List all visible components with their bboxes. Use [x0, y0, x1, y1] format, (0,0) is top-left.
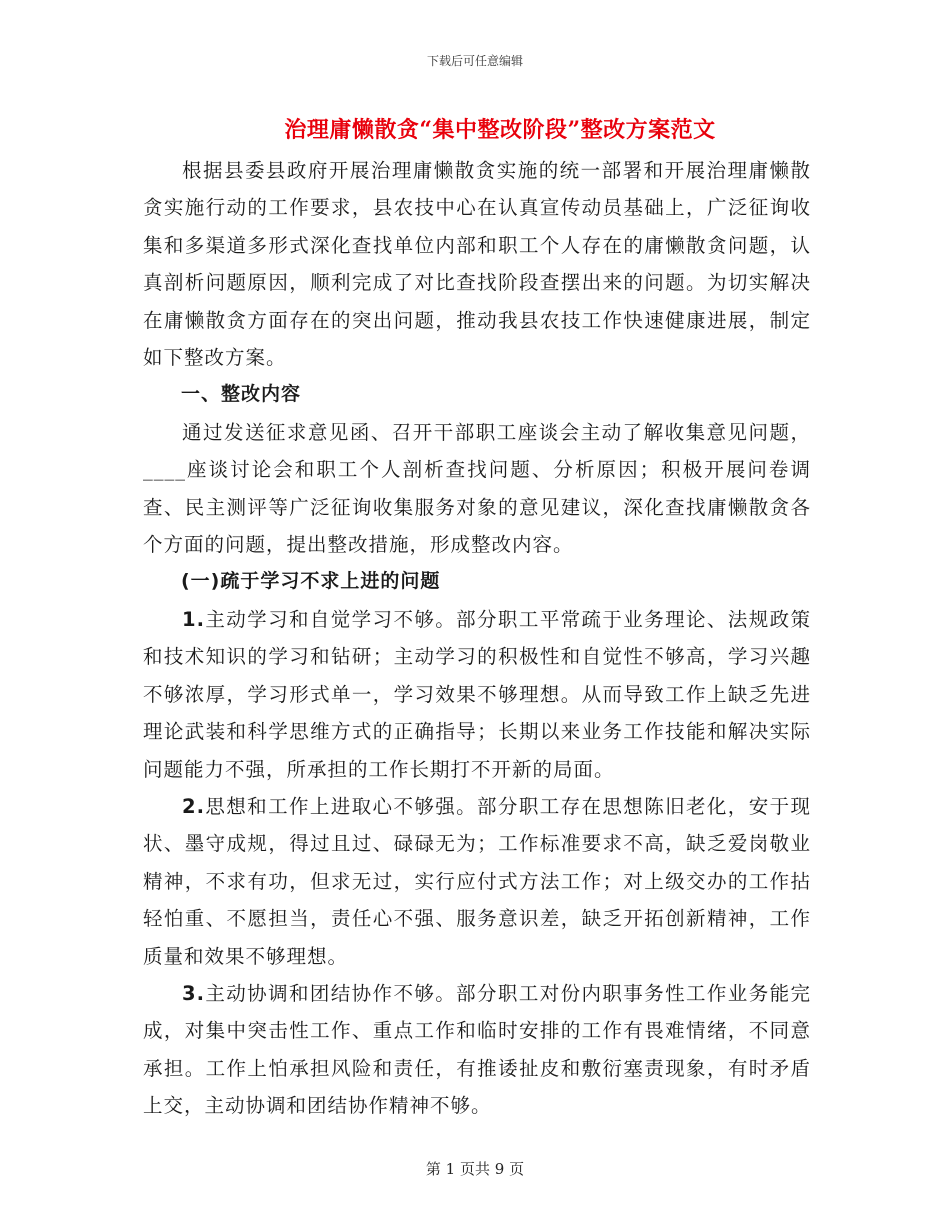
item-paragraph-1	[143, 601, 811, 788]
item-paragraph-3	[143, 975, 811, 1125]
item-number-3: 3.	[182, 981, 205, 1005]
item-number-2: 2.	[182, 794, 205, 818]
item-text-3: 主动协调和团结协作不够。部分职工对份内职事务性工作业务能完成，对集中突击性工作、重点工作和临时安排的工作有畏难情绪，不同意承担。工作上怕承担风险和责任，有推诿扯皮和敷衍塞责现象，有时矛盾上交，主动协调和团结协作精神不够。	[143, 981, 811, 1118]
header-note: 下载后可任意编辑	[426, 54, 523, 68]
document-title: 治理庸懒散贪“集中整改阶段”整改方案范文	[284, 117, 716, 143]
intro-paragraph: 根据县委县政府开展治理庸懒散贪实施的统一部署和开展治理庸懒散贪实施行动的工作要求，县农技中心在认真宣传动员基础上，广泛征询收集和多渠道多形式深化查找单位内部和职工个人存在的庸懒散贪问题，认真剖析问题原因，顺利完成了对比查找阶段查摆出来的问题。为切实解决在庸懒散贪方面存在的突出问题，推动我县农技工作快速健康进展，制定如下整改方案。	[143, 159, 811, 370]
section-heading-1: 一、整改内容	[181, 383, 302, 406]
item-text-1: 主动学习和自觉学习不够。部分职工平常疏于业务理论、法规政策和技术知识的学习和钻研；主动学习的积极性和自觉性不够高，学习兴趣不够浓厚，学习形式单一，学习效果不够理想。从而导致工作上缺乏先进理论武装和科学思维方式的正确指导；长期以来业务工作技能和解决实际问题能力不强，所承担的工作长期打不开新的局面。	[143, 607, 811, 781]
item-text-2: 思想和工作上进取心不够强。部分职工存在思想陈旧老化，安于现状、墨守成规，得过且过、碌碌无为；工作标准要求不高，缺乏爱岗敬业精神，不求有功，但求无过，实行应付式方法工作；对上级交办的工作拈轻怕重、不愿担当，责任心不强、服务意识差，缺乏开拓创新精神，工作质量和效果不够理想。	[143, 794, 811, 968]
item-paragraph-2	[143, 788, 811, 975]
page-number: 第 1 页共 9 页	[425, 1160, 525, 1178]
item-number-1: 1.	[182, 607, 205, 631]
document-body	[143, 152, 811, 1125]
subsection-heading-1: (一)疏于学习不求上进的问题	[181, 570, 441, 593]
section-paragraph-1: 通过发送征求意见函、召开干部职工座谈会主动了解收集意见问题，____座谈讨论会和职工个人剖析查找问题、分析原因；积极开展问卷调查、民主测评等广泛征询收集服务对象的意见建议，深化查找庸懒散贪各个方面的问题，提出整改措施，形成整改内容。	[143, 420, 811, 557]
